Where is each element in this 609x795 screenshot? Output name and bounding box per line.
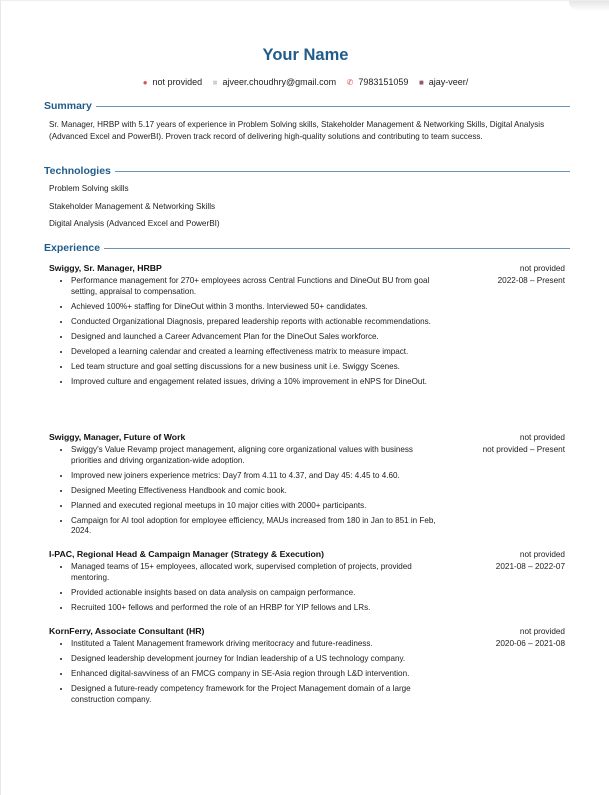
bullet-item: • Improved culture and engagement related issues, driving a 10% improvement in eNPS for DineOut. (71, 377, 443, 388)
section-divider (115, 171, 570, 172)
technologies-title: Technologies (44, 165, 111, 177)
technology-item: Problem Solving skills (49, 184, 129, 193)
contact-email[interactable] (213, 77, 337, 87)
job-entry (49, 626, 565, 710)
summary-title: Summary (44, 100, 92, 112)
bullet-item: • Campaign for AI tool adoption for employee efficiency, MAUs increased from 180 in Jan to 851 in Feb, 2024. (71, 516, 443, 537)
bullet-item: • Recruited 100+ fellows and performed the role of an HRBP for YIP fellows and LRs. (71, 603, 443, 614)
job-location: not provided (519, 433, 565, 442)
technologies-section-header (44, 165, 570, 177)
bullet-item: • Performance management for 270+ employees across Central Functions and DineOut BU from goal setting, appraisal to compensation. (71, 276, 443, 297)
bullet-item: • Developed a learning calendar and created a learning effectiveness matrix to measure impact. (71, 347, 443, 358)
bullet-item: • Designed a future-ready competency framework for the Project Management domain of a large construction company. (71, 684, 443, 705)
map-pin-icon: ● (142, 78, 148, 87)
bullet-item: • Swiggy's Value Revamp project management, aligning core organizational values with business priorities and driving organization-wide adoption. (71, 445, 443, 466)
bullet-item: • Planned and executed regional meetups in 10 major cities with 2000+ participants. (71, 501, 443, 512)
job-dates: 2021-08 – 2022-07 (495, 561, 565, 571)
bullet-item: • Instituted a Talent Management framework driving meritocracy and future-readiness. (71, 639, 443, 650)
job-dates: 2020-06 – 2021-08 (495, 638, 565, 648)
technology-item: Stakeholder Management & Networking Skills (49, 202, 216, 211)
job-bullets (49, 276, 443, 387)
job-title: Swiggy, Manager, Future of Work (49, 432, 186, 442)
job-dates: not provided – Present (482, 444, 565, 454)
job-meta (498, 263, 565, 286)
envelope-icon: ■ (212, 78, 218, 87)
job-title: KornFerry, Associate Consultant (HR) (49, 626, 205, 636)
briefcase-icon: ■ (418, 78, 424, 87)
location-text: not provided (152, 77, 203, 87)
job-bullets (49, 562, 443, 613)
bullet-item: • Enhanced digital-savviness of an FMCG company in SE-Asia region through L&D intervention. (71, 669, 443, 680)
job-title: Swiggy, Sr. Manager, HRBP (49, 263, 162, 273)
phone-text[interactable]: 7983151059 (358, 77, 409, 87)
bullet-item: • Managed teams of 15+ employees, allocated work, supervised completion of projects, provided mentoring. (71, 562, 443, 583)
profile-text[interactable]: ajay-veer/ (428, 77, 469, 87)
email-text[interactable]: ajveer.choudhry@gmail.com (222, 77, 337, 87)
contact-line (1, 77, 609, 87)
experience-title: Experience (44, 242, 101, 254)
job-bullets (49, 445, 443, 537)
experience-section-header (44, 242, 570, 254)
contact-location (143, 77, 202, 87)
job-meta (496, 626, 565, 649)
bullet-item: • Designed and launched a Career Advancement Plan for the DineOut Sales workforce. (71, 332, 443, 343)
contact-profile[interactable] (419, 77, 468, 87)
job-location: not provided (519, 550, 565, 559)
bullet-item: • Achieved 100%+ staffing for DineOut within 3 months. Interviewed 50+ candidates. (71, 302, 443, 313)
phone-icon: ✆ (346, 78, 354, 87)
bullet-item: • Conducted Organizational Diagnosis, prepared leadership reports with actionable recommendations. (71, 317, 443, 328)
job-location: not provided (519, 264, 565, 273)
technology-item: Digital Analysis (Advanced Excel and PowerBI) (49, 219, 220, 228)
contact-phone[interactable] (347, 77, 409, 87)
job-entry (49, 549, 565, 618)
candidate-name: Your Name (262, 46, 349, 64)
job-entry (49, 263, 565, 391)
bullet-item: • Led team structure and goal setting discussions for a new business unit i.e. Swiggy Scenes. (71, 362, 443, 373)
job-title: I-PAC, Regional Head & Campaign Manager (Strategy & Execution) (49, 549, 324, 559)
job-location: not provided (519, 627, 565, 636)
job-dates: 2022-08 – Present (497, 275, 565, 285)
summary-text: Sr. Manager, HRBP with 5.17 years of experience in Problem Solving skills, Stakeholder Management & Networking Skills, Digital Analysis (Advanced Excel and PowerBI). Proven track record of delivering high-quality solutions and contributing to team success. (49, 120, 545, 141)
job-entry (49, 432, 565, 541)
job-bullets (49, 639, 443, 705)
page-corner-shadow (569, 1, 609, 11)
bullet-item: • Designed Meeting Effectiveness Handbook and comic book. (71, 486, 443, 497)
job-meta (496, 549, 565, 572)
bullet-item: • Improved new joiners experience metrics: Day7 from 4.11 to 4.37, and Day 45: 4.45 to 4.60. (71, 471, 443, 482)
summary-section-header (44, 100, 570, 112)
section-divider (96, 106, 570, 107)
section-divider (104, 248, 570, 249)
bullet-item: • Provided actionable insights based on data analysis on campaign performance. (71, 588, 443, 599)
job-meta (483, 432, 565, 455)
bullet-item: • Designed leadership development journey for Indian leadership of a US technology company. (71, 654, 443, 665)
